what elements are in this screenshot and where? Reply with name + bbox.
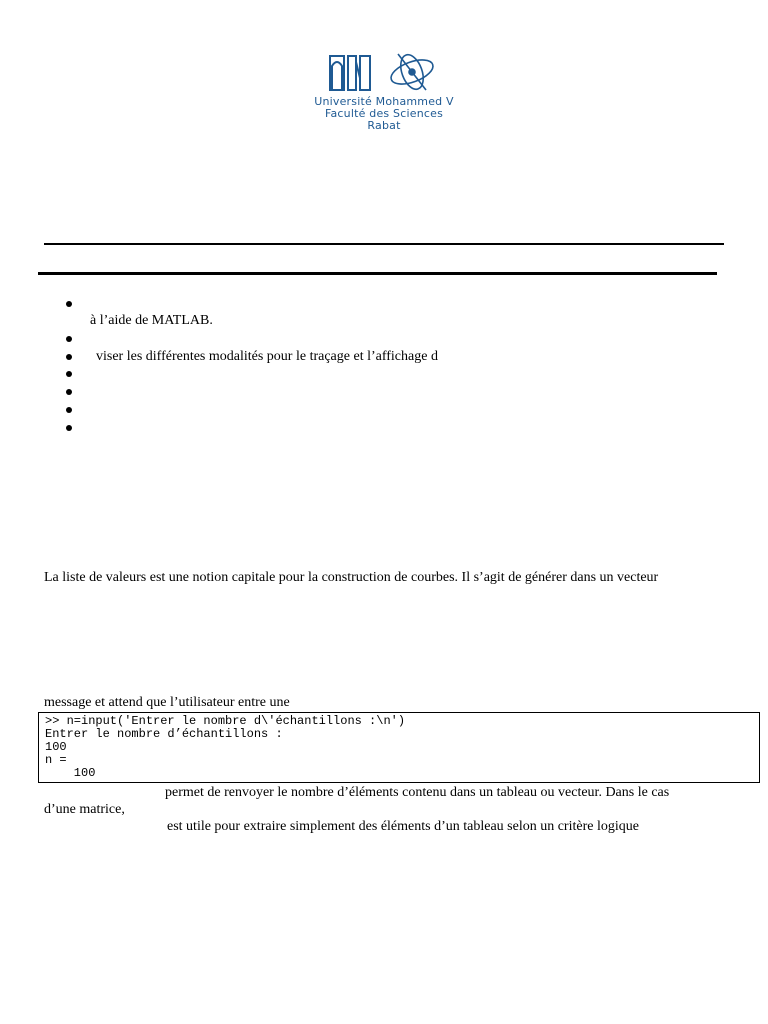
bottom-rule xyxy=(38,272,717,275)
paragraph-find-description: est utile pour extraire simplement des éléments d’un tableau selon un critère logique xyxy=(167,819,639,834)
faculty-name: Faculté des Sciences xyxy=(324,107,444,120)
bullet-point xyxy=(66,371,72,377)
paragraph-input-message: message et attend que l’utilisateur entre une xyxy=(44,695,290,710)
paragraph-matrix-case: d’une matrice, xyxy=(44,802,125,817)
bullet-point xyxy=(66,336,72,342)
top-rule xyxy=(44,243,724,245)
university-logo-icon xyxy=(326,48,442,94)
bullet-point xyxy=(66,301,72,307)
paragraph-liste-valeurs: La liste de valeurs est une notion capitale pour la construction de courbes. Il s’agit de générer dans un vecteur xyxy=(44,570,659,585)
code-line: 100 xyxy=(45,740,67,754)
list-item-text: viser les différentes modalités pour le traçage et l’affichage d xyxy=(96,349,438,364)
university-name: Université Mohammed V xyxy=(314,95,454,108)
city-name: Rabat xyxy=(367,119,401,132)
code-block xyxy=(38,712,760,783)
code-line: >> n=input('Entrer le nombre d\'échantillons :\n') xyxy=(45,714,406,728)
code-line: 100 xyxy=(45,766,96,780)
bullet-point xyxy=(66,425,72,431)
bullet-point xyxy=(66,407,72,413)
header-logo xyxy=(0,48,768,148)
code-line: Entrer le nombre d’échantillons : xyxy=(45,727,283,741)
code-line: n = xyxy=(45,753,67,767)
bullet-point xyxy=(66,354,72,360)
list-item-continuation: à l’aide de MATLAB. xyxy=(90,313,213,328)
bullet-point xyxy=(66,389,72,395)
paragraph-length-description: permet de renvoyer le nombre d’éléments contenu dans un tableau ou vecteur. Dans le cas xyxy=(165,785,670,800)
